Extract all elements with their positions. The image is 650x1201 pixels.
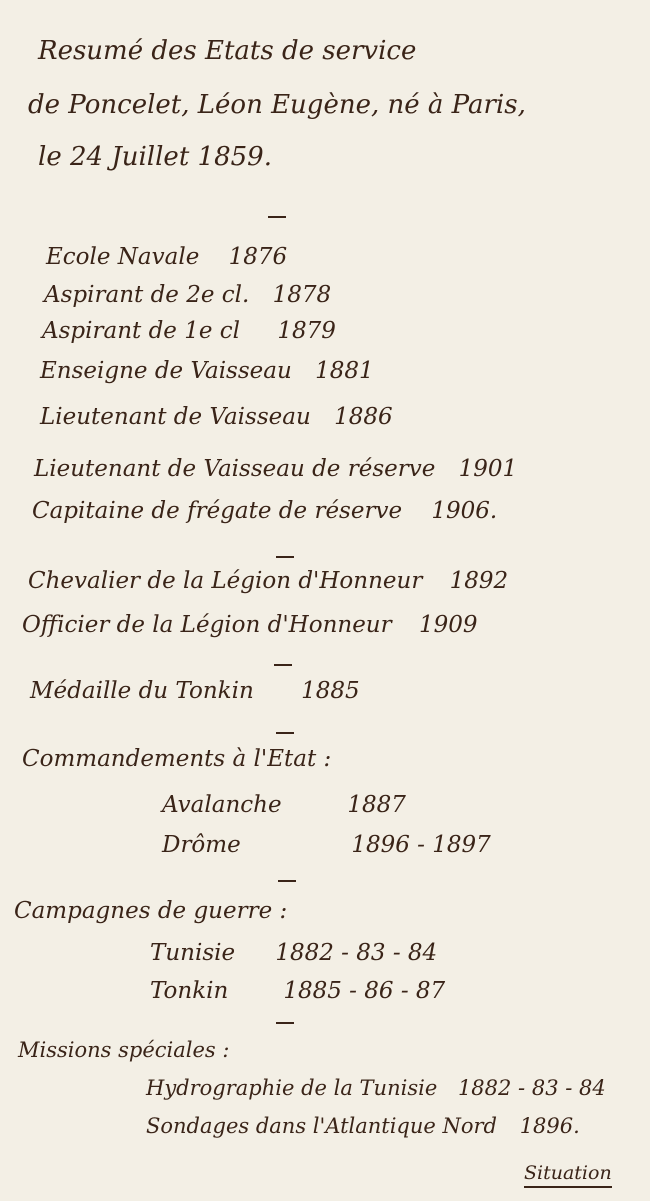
rank-row bbox=[46, 244, 287, 270]
separator-dash bbox=[276, 556, 294, 558]
rank-year: 1879 bbox=[277, 318, 336, 344]
campaign-row bbox=[150, 978, 445, 1004]
rank-year: 1886 bbox=[334, 404, 393, 430]
command-year: 1896 - 1897 bbox=[351, 832, 491, 858]
mission-label: Sondages dans l'Atlantique Nord bbox=[146, 1114, 497, 1138]
honor-row bbox=[22, 612, 477, 638]
rank-row bbox=[40, 404, 393, 430]
rank-label: Lieutenant de Vaisseau bbox=[40, 404, 311, 430]
rank-row bbox=[32, 498, 497, 524]
rank-year: 1878 bbox=[272, 282, 332, 308]
mission-label: Hydrographie de la Tunisie bbox=[146, 1076, 438, 1100]
missions-heading: Missions spéciales : bbox=[18, 1038, 230, 1062]
campaign-year: 1885 - 86 - 87 bbox=[283, 978, 446, 1004]
rank-label: Ecole Navale bbox=[46, 244, 200, 270]
command-label: Avalanche bbox=[162, 792, 282, 818]
honor-label: Officier de la Légion d'Honneur bbox=[22, 612, 392, 638]
campaign-row bbox=[150, 940, 437, 966]
rank-year: 1881 bbox=[315, 358, 374, 384]
separator-dash bbox=[278, 880, 296, 882]
mission-year: 1896. bbox=[519, 1114, 580, 1138]
mission-row bbox=[146, 1114, 580, 1138]
rank-row bbox=[40, 358, 374, 384]
campaign-label: Tonkin bbox=[150, 978, 229, 1004]
catchword bbox=[524, 1162, 612, 1184]
honor-row bbox=[28, 568, 508, 594]
command-row bbox=[162, 792, 406, 818]
campaign-year: 1882 - 83 - 84 bbox=[275, 940, 438, 966]
rank-label: Lieutenant de Vaisseau de réserve bbox=[34, 456, 436, 482]
rank-year: 1906. bbox=[431, 498, 498, 524]
command-label: Drôme bbox=[162, 832, 241, 858]
mission-year: 1882 - 83 - 84 bbox=[457, 1076, 606, 1100]
catchword-text: Situation bbox=[524, 1162, 612, 1188]
separator-dash bbox=[268, 216, 286, 218]
rank-row bbox=[44, 282, 331, 308]
campaign-label: Tunisie bbox=[150, 940, 236, 966]
rank-year: 1901 bbox=[458, 456, 518, 482]
separator-dash bbox=[276, 1022, 294, 1024]
commands-heading: Commandements à l'Etat : bbox=[22, 746, 332, 772]
rank-label: Aspirant de 2e cl. bbox=[44, 282, 250, 308]
separator-dash bbox=[274, 664, 292, 666]
mission-row bbox=[146, 1076, 606, 1100]
title-line-3: le 24 Juillet 1859. bbox=[38, 142, 272, 172]
rank-row bbox=[34, 456, 517, 482]
rank-label: Capitaine de frégate de réserve bbox=[32, 498, 403, 524]
honor-year: 1892 bbox=[449, 568, 509, 594]
rank-label: Enseigne de Vaisseau bbox=[40, 358, 292, 384]
separator-dash bbox=[276, 732, 294, 734]
medal-label: Médaille du Tonkin bbox=[30, 678, 254, 704]
title-line-1: Resumé des Etats de service bbox=[38, 36, 417, 66]
title-line-2: de Poncelet, Léon Eugène, né à Paris, bbox=[28, 90, 526, 120]
medal-row bbox=[30, 678, 360, 704]
honor-label: Chevalier de la Légion d'Honneur bbox=[28, 568, 423, 594]
rank-row bbox=[42, 318, 336, 344]
command-year: 1887 bbox=[347, 792, 406, 818]
command-row bbox=[162, 832, 491, 858]
campaigns-heading: Campagnes de guerre : bbox=[14, 898, 288, 924]
rank-year: 1876 bbox=[228, 244, 288, 270]
rank-label: Aspirant de 1e cl bbox=[42, 318, 241, 344]
honor-year: 1909 bbox=[418, 612, 478, 638]
medal-year: 1885 bbox=[301, 678, 360, 704]
